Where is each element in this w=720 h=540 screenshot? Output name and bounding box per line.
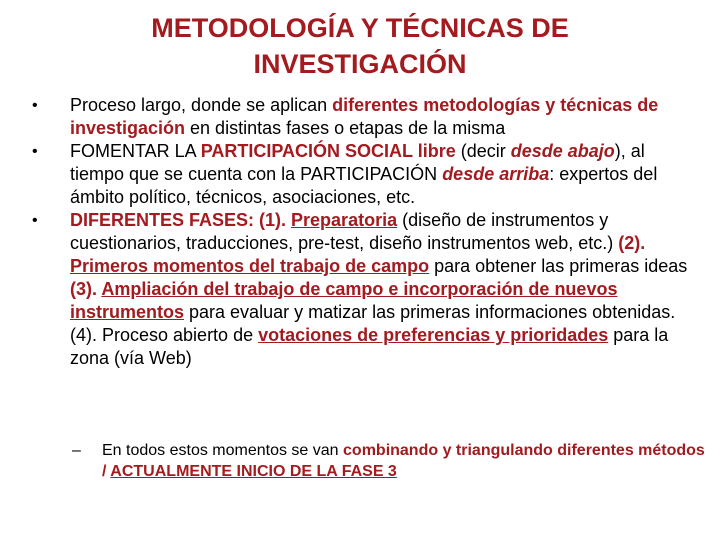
bullet-dot-icon: • <box>32 143 38 160</box>
bullet2-text-2: (decir <box>455 141 511 161</box>
bullet3-preparatoria: Preparatoria <box>291 210 398 230</box>
bullet2-desde-abajo: desde abajo <box>510 141 615 161</box>
sub-bullet-text: En todos estos momentos se van <box>102 442 344 459</box>
bullet2-text-4: : expertos del ámbito político, técnicos, asociaciones, etc. <box>70 164 658 207</box>
dash-icon: – <box>72 442 81 459</box>
title-line-2: INVESTIGACIÓN <box>253 49 467 79</box>
bullet3-phase-2-label: (2). <box>618 233 646 253</box>
bullet2-highlight: PARTICIPACIÓN SOCIAL libre <box>200 141 456 161</box>
sub-bullet <box>72 440 712 482</box>
bullet3-text-3: para obtener las primeras ideas <box>429 256 688 276</box>
bullet-item-fomentar <box>28 140 698 209</box>
bullet-item-fases <box>28 209 698 370</box>
bullet-list <box>28 94 698 370</box>
bullet3-phase-3-label: (3). <box>70 279 102 299</box>
bullet3-text-4: para evaluar y matizar las primeras informaciones obtenidas. (4). Proceso abierto de <box>70 302 676 345</box>
sub-bullet-highlight: combinando y triangulando diferentes métodos / <box>102 442 705 480</box>
slide-title <box>40 10 680 82</box>
sub-bullet-fase-3: ACTUALMENTE INICIO DE LA FASE 3 <box>110 463 397 480</box>
bullet3-fases-label: DIFERENTES FASES: (1). <box>70 210 292 230</box>
bullet2-desde-arriba: desde arriba <box>442 164 550 184</box>
bullet1-text: Proceso largo, donde se aplican <box>70 95 333 115</box>
bullet1-text-end: en distintas fases o etapas de la misma <box>185 118 506 138</box>
bullet3-text-2: (diseño de instrumentos y cuestionarios, traducciones, pre-test, diseño instrumentos web, etc.) <box>70 210 619 253</box>
bullet-dot-icon: • <box>32 212 38 229</box>
bullet3-text-5: para la zona (vía Web) <box>70 325 669 368</box>
bullet-item-proceso <box>28 94 698 140</box>
bullet2-text: FOMENTAR LA <box>70 141 201 161</box>
bullet3-votaciones: votaciones de preferencias y prioridades <box>258 325 609 345</box>
bullet3-primeros-momentos: Primeros momentos del trabajo de campo <box>70 256 430 276</box>
title-line-1: METODOLOGÍA Y TÉCNICAS DE <box>151 13 569 43</box>
bullet-dot-icon: • <box>32 97 38 114</box>
bullet1-highlight: diferentes metodologías y técnicas de investigación <box>70 95 659 138</box>
bullet3-ampliacion: Ampliación del trabajo de campo e incorporación de nuevos instrumentos <box>70 279 618 322</box>
bullet2-text-3: ), al tiempo que se cuenta con la PARTICIPACIÓN <box>70 141 645 184</box>
